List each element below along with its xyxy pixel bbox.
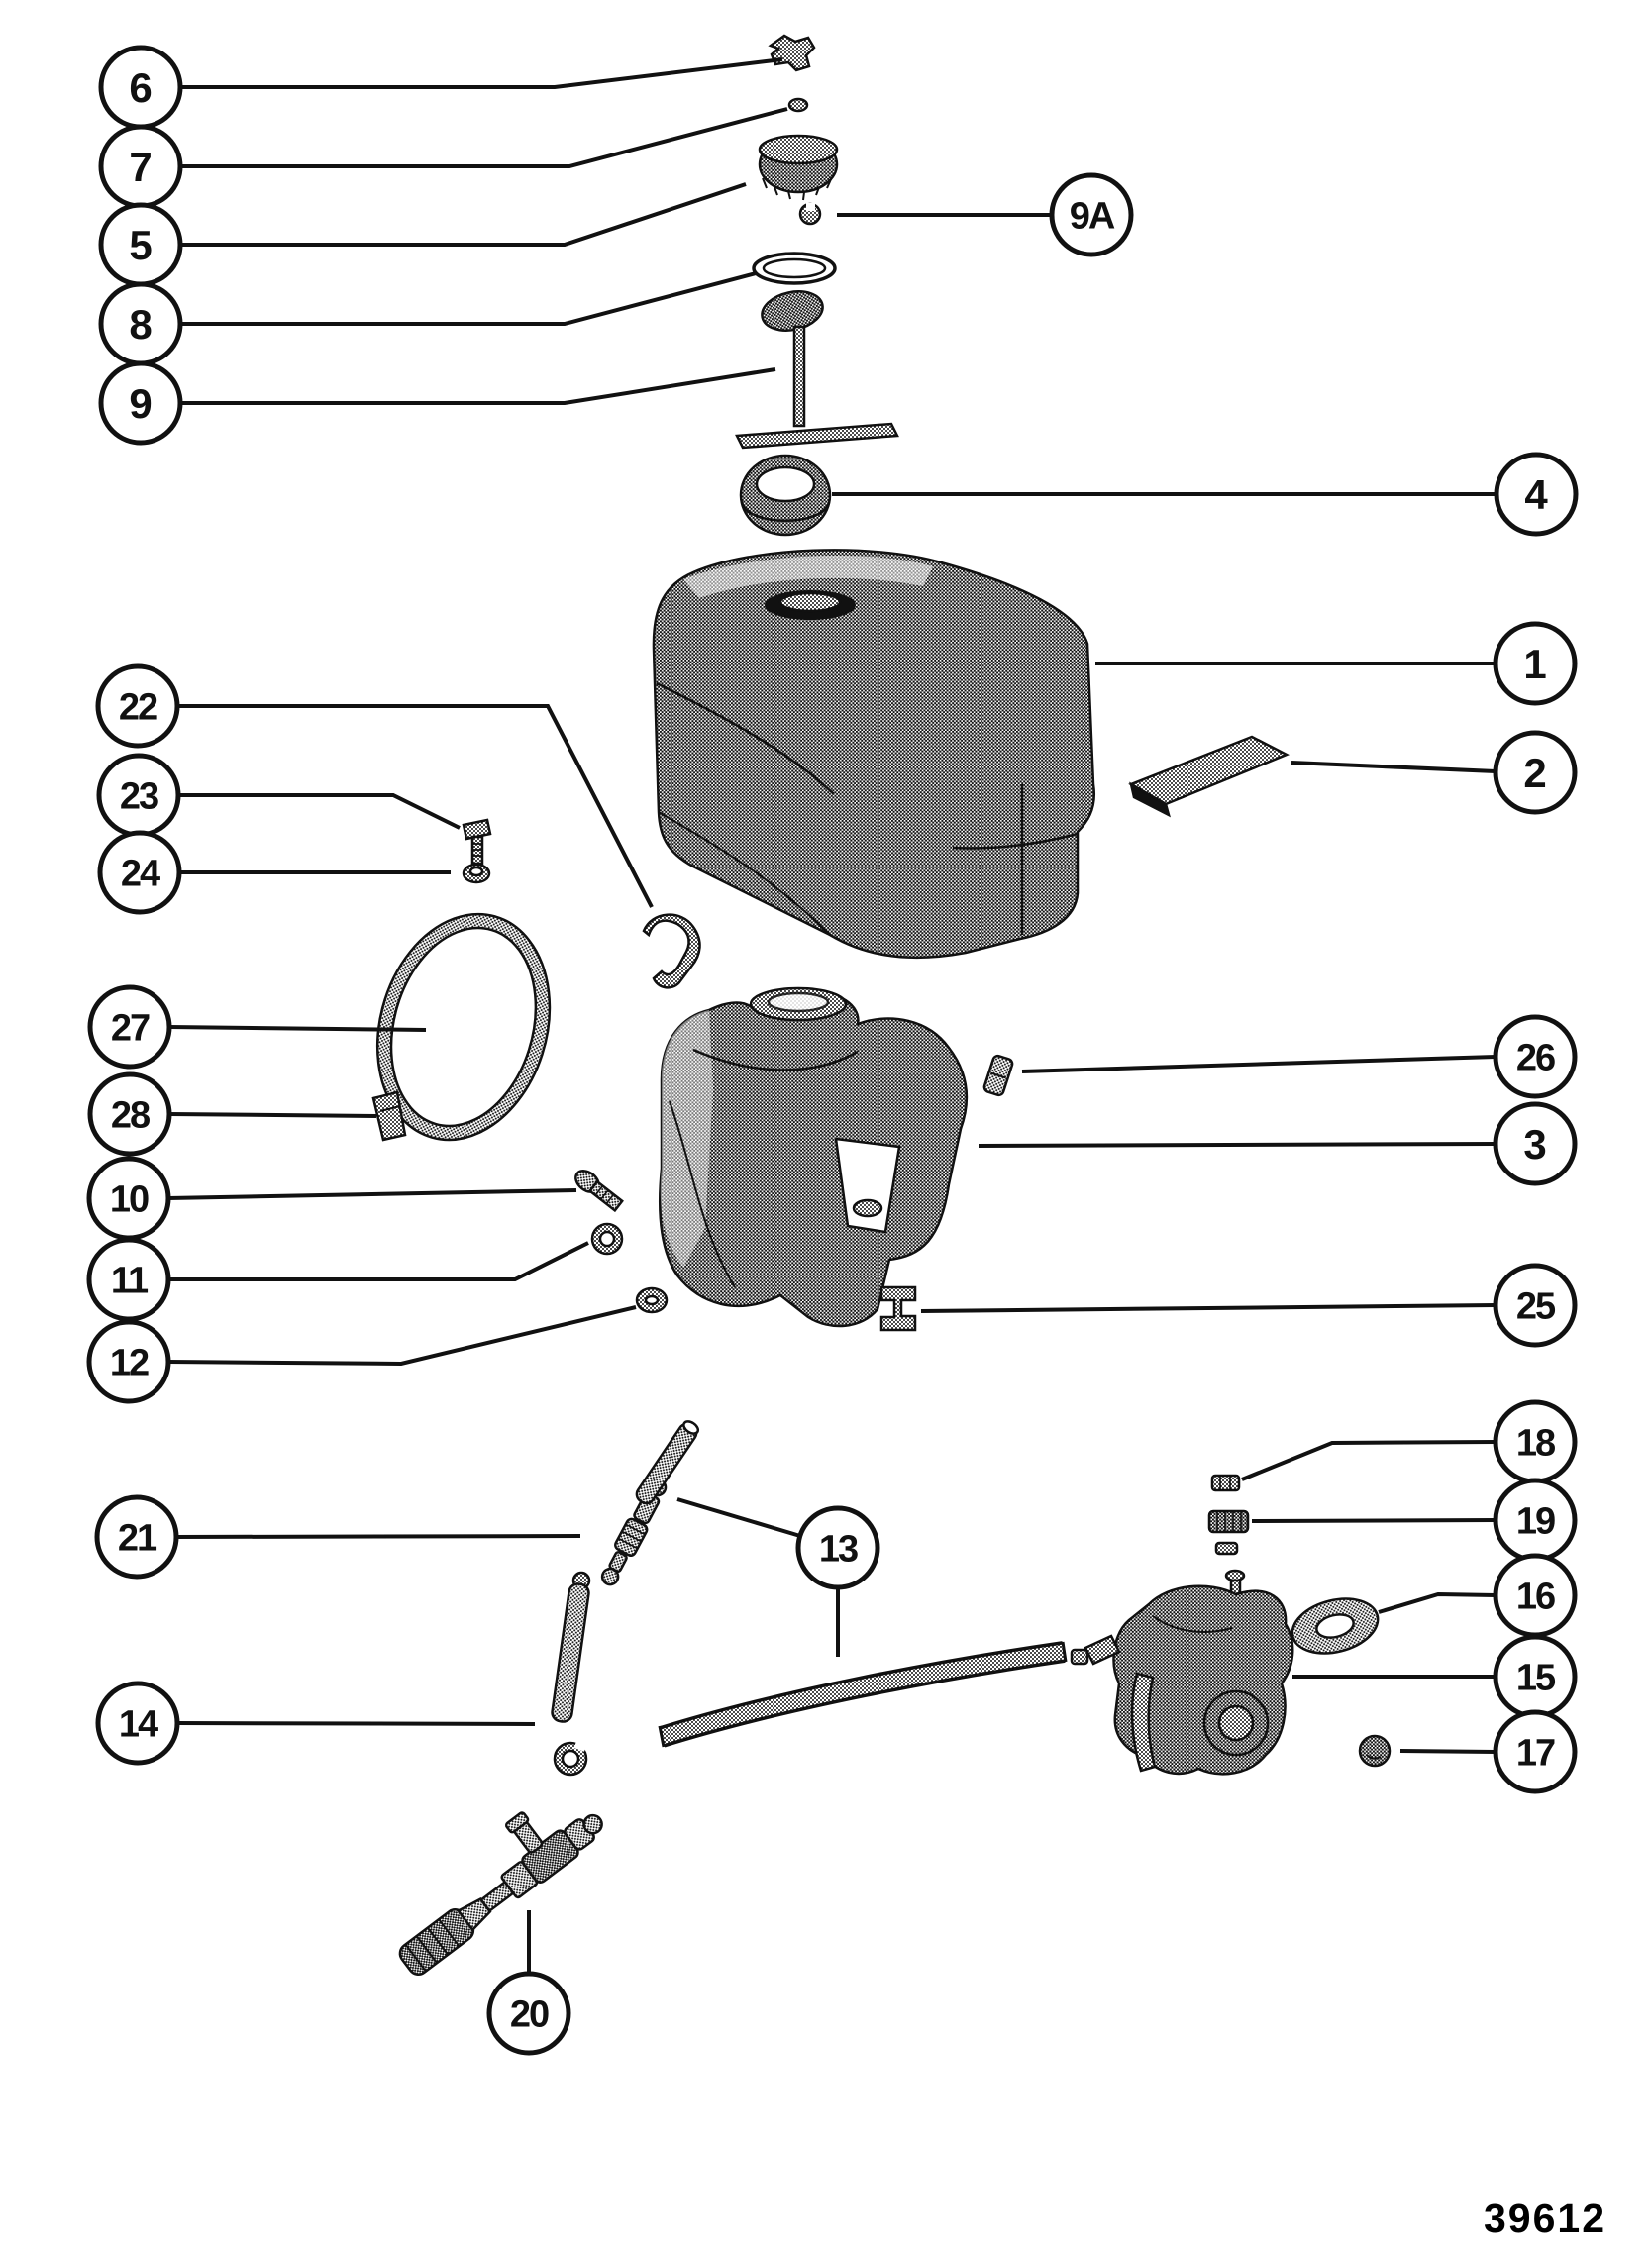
callout-28 [90,1074,376,1154]
part-3-bottom-cowl [660,988,967,1326]
part-13-fuel-hose-mid [551,1573,589,1723]
part-9-fuel-gauge-float [737,286,897,448]
leader-line [921,1305,1496,1311]
part-10-screw [571,1167,624,1213]
part-17-plug [1360,1736,1390,1766]
part-26-latch-grommet [983,1055,1014,1096]
callout-21 [97,1497,580,1577]
callout-number: 22 [118,686,157,729]
callout-26 [1022,1017,1575,1096]
callout-8 [101,273,756,363]
callout-18 [1242,1402,1575,1481]
leader-line [169,1114,376,1116]
callout-number: 12 [109,1342,149,1384]
part-16-mounting-gasket [1287,1590,1384,1662]
callout-6 [101,48,782,127]
callout-number: 28 [110,1094,150,1137]
callout-number: 4 [1524,471,1548,519]
callout-number: 25 [1515,1285,1555,1328]
callout-number: 7 [129,144,153,191]
callout-24 [100,833,451,912]
callout-number: 9 [129,380,153,428]
callout-number: 15 [1515,1657,1555,1699]
callout-10 [89,1159,576,1238]
callout-number: 23 [119,775,158,818]
callout-19 [1252,1480,1575,1560]
callout-number: 24 [120,853,159,895]
part-13-fuel-hose-long [660,1642,1066,1747]
leader-line [1242,1442,1496,1479]
leader-line [1291,763,1496,771]
callout-number: 9A [1069,195,1114,238]
part-6-wing-fastener [771,36,814,70]
callout-17 [1400,1712,1575,1791]
callout-2 [1291,733,1575,812]
callout-number: 8 [129,301,153,349]
callout-9 [101,363,775,443]
leader-line [180,184,746,245]
callout-number: 27 [110,1007,150,1050]
leader-line [1252,1520,1496,1521]
callout-number: 2 [1523,750,1547,797]
part-23-screw [464,820,490,864]
drawing-number: 39612 [1483,2195,1606,2241]
part-20-fuel-line-connector [374,1777,610,1978]
part-25-latch-clip [881,1287,915,1330]
callout-14 [98,1683,535,1763]
callout-number: 5 [129,222,153,269]
part-22-hook-clamp [644,915,700,988]
part-19-packing-nut [1209,1511,1248,1554]
part-5-filler-cap [760,136,837,200]
part-18-needle-nut [1212,1476,1239,1490]
callout-3 [979,1104,1575,1183]
callout-27 [90,987,426,1067]
leader-line [677,1499,800,1536]
part-11-washer [592,1224,622,1254]
part-9a-retainer-clip [800,203,820,224]
leader-line [176,1536,580,1537]
leader-line [979,1144,1496,1146]
callout-number: 11 [110,1260,148,1302]
leader-line [180,273,756,324]
leader-line [168,1307,636,1364]
callout-number: 19 [1515,1500,1555,1543]
part-21-connector-fittings [597,1476,671,1589]
callout-number: 3 [1523,1121,1547,1169]
leader-line [180,369,775,403]
part-1-fuel-tank [654,550,1094,957]
callout-number: 20 [509,1993,549,2036]
callout-number: 26 [1515,1037,1555,1079]
callout-number: 14 [118,1703,157,1746]
leader-line [178,795,460,828]
leader-line [168,1190,576,1198]
callout-25 [921,1266,1575,1345]
callout-9a [837,175,1131,255]
leader-line [1379,1594,1496,1612]
part-12-grommet [637,1288,667,1312]
leader-line [180,59,782,87]
callout-number: 17 [1515,1732,1555,1775]
callout-number: 13 [818,1528,858,1571]
part-24-nut [464,865,489,882]
callout-11 [89,1240,588,1319]
part-4-filler-neck-seal [741,456,830,535]
leader-line [177,1723,535,1724]
callout-number: 16 [1515,1576,1555,1618]
part-15-carburetor [1072,1571,1292,1774]
leader-line [1400,1751,1496,1752]
callout-12 [89,1307,636,1401]
part-2-seal-strip [1131,737,1287,815]
callout-13 [677,1499,878,1657]
part-14-hose-clamp [555,1739,587,1775]
part-7-small-washer [789,99,807,111]
callout-number: 18 [1515,1422,1555,1465]
callout-number: 1 [1523,641,1547,688]
callout-1 [1095,624,1575,703]
callout-number: 10 [109,1178,149,1221]
callout-5 [101,184,746,284]
callout-23 [99,756,460,835]
callout-20 [489,1910,568,2053]
part-13-fuel-hose-short [634,1418,701,1506]
callout-number: 21 [117,1517,156,1560]
part-8-gasket-oring [754,254,835,283]
callout-7 [101,109,787,206]
leader-line [168,1243,588,1279]
callout-number: 6 [129,64,153,112]
leader-line [1022,1057,1496,1071]
leader-line [180,109,787,166]
callout-16 [1379,1556,1575,1635]
callout-4 [832,455,1576,534]
